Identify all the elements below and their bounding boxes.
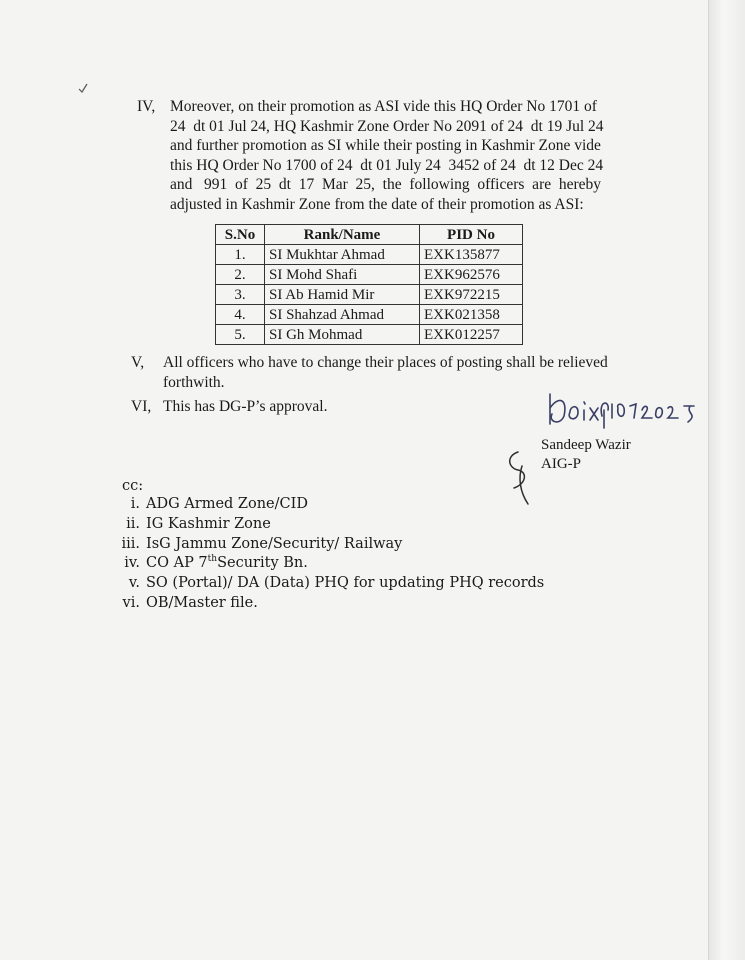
- header-sno: S.No: [216, 225, 265, 245]
- table-header-row: [216, 225, 523, 245]
- cc-item-text: CO AP 7: [146, 555, 208, 571]
- paragraph-line: adjusted in Kashmir Zone from the date of their promotion as ASI:: [170, 195, 584, 213]
- table-row: [216, 285, 523, 305]
- cell-name: SI Ab Hamid Mir: [265, 285, 420, 305]
- cc-item-text: IG Kashmir Zone: [146, 516, 271, 532]
- cc-item-text: Security Bn.: [217, 555, 308, 571]
- cell-pid: EXK012257: [420, 325, 523, 345]
- paragraph-line: this HQ Order No 1700 of 24 dt 01 July 24 3452 of 24 dt 12 Dec 24: [170, 156, 604, 174]
- paragraph-number: V,: [131, 354, 145, 371]
- cc-item: [110, 516, 271, 536]
- cc-item: [110, 555, 308, 575]
- cell-sno: 4.: [216, 305, 265, 325]
- cell-pid: EXK135877: [420, 245, 523, 265]
- paragraph-line: Moreover, on their promotion as ASI vide this HQ Order No 1701 of: [170, 98, 597, 115]
- cc-item: [110, 496, 308, 516]
- pen-tick-mark: [78, 83, 88, 93]
- paragraph-number: VI,: [131, 398, 152, 415]
- signatory-name: Sandeep Wazir: [541, 437, 631, 453]
- paragraph-text: [170, 97, 660, 117]
- cell-name: SI Gh Mohmad: [265, 325, 420, 345]
- cc-item-text: OB/Master file.: [146, 595, 258, 611]
- cc-item: [110, 536, 402, 556]
- cc-label: cc:: [122, 478, 144, 494]
- cell-sno: 5.: [216, 325, 265, 345]
- header-pid: PID No: [420, 225, 523, 245]
- signatory-title: AIG-P: [541, 456, 581, 472]
- cell-sno: 3.: [216, 285, 265, 305]
- cell-name: SI Shahzad Ahmad: [265, 305, 420, 325]
- cc-item: [110, 595, 258, 615]
- cell-name: SI Mohd Shafi: [265, 265, 420, 285]
- paragraph-text: [163, 353, 663, 392]
- cell-sno: 1.: [216, 245, 265, 265]
- header-rank-name: Rank/Name: [265, 225, 420, 245]
- cc-item-number: iii.: [121, 536, 140, 552]
- paragraph-number: IV,: [137, 98, 156, 115]
- table-row: [216, 325, 523, 345]
- cc-item-number: iv.: [124, 555, 140, 571]
- paragraph-iv: [137, 97, 667, 217]
- cc-item-text: IsG Jammu Zone/Security/ Railway: [146, 536, 403, 552]
- paragraph-line: and 991 of 25 dt 17 Mar 25, the following officers are hereby: [170, 176, 602, 193]
- cc-item-number: v.: [128, 575, 140, 591]
- cell-pid: EXK021358: [420, 305, 523, 325]
- officers-table: [215, 224, 523, 345]
- cc-item-number: i.: [130, 496, 140, 512]
- paragraph-line: and further promotion as SI while their posting in Kashmir Zone vide: [170, 137, 601, 154]
- cc-item-text: SO (Portal)/ DA (Data) PHQ for updating PHQ records: [146, 575, 545, 591]
- paragraph-line: forthwith.: [163, 373, 225, 391]
- cell-name: SI Mukhtar Ahmad: [265, 245, 420, 265]
- table-row: [216, 245, 523, 265]
- paragraph-text-cont: [170, 117, 660, 215]
- table-row: [216, 305, 523, 325]
- paragraph-line: All officers who have to change their places of posting shall be relieved: [163, 354, 608, 371]
- paragraph-text: This has DG-P’s approval.: [163, 398, 328, 415]
- cell-sno: 2.: [216, 265, 265, 285]
- paragraph-vi: [131, 397, 531, 417]
- table-row: [216, 265, 523, 285]
- cell-pid: EXK972215: [420, 285, 523, 305]
- paragraph-line: 24 dt 01 Jul 24, HQ Kashmir Zone Order No 2091 of 24 dt 19 Jul 24: [170, 117, 604, 135]
- page-edge: [708, 0, 745, 960]
- cell-pid: EXK962576: [420, 265, 523, 285]
- paragraph-v: [131, 353, 671, 393]
- cc-item-superscript: th: [207, 554, 218, 565]
- cc-item-text: ADG Armed Zone/CID: [146, 496, 308, 512]
- cc-item: [110, 575, 544, 595]
- cc-item-number: vi.: [122, 595, 140, 611]
- handwritten-initials: [498, 448, 538, 508]
- handwritten-signature: [538, 388, 708, 443]
- cc-item-number: ii.: [126, 516, 140, 532]
